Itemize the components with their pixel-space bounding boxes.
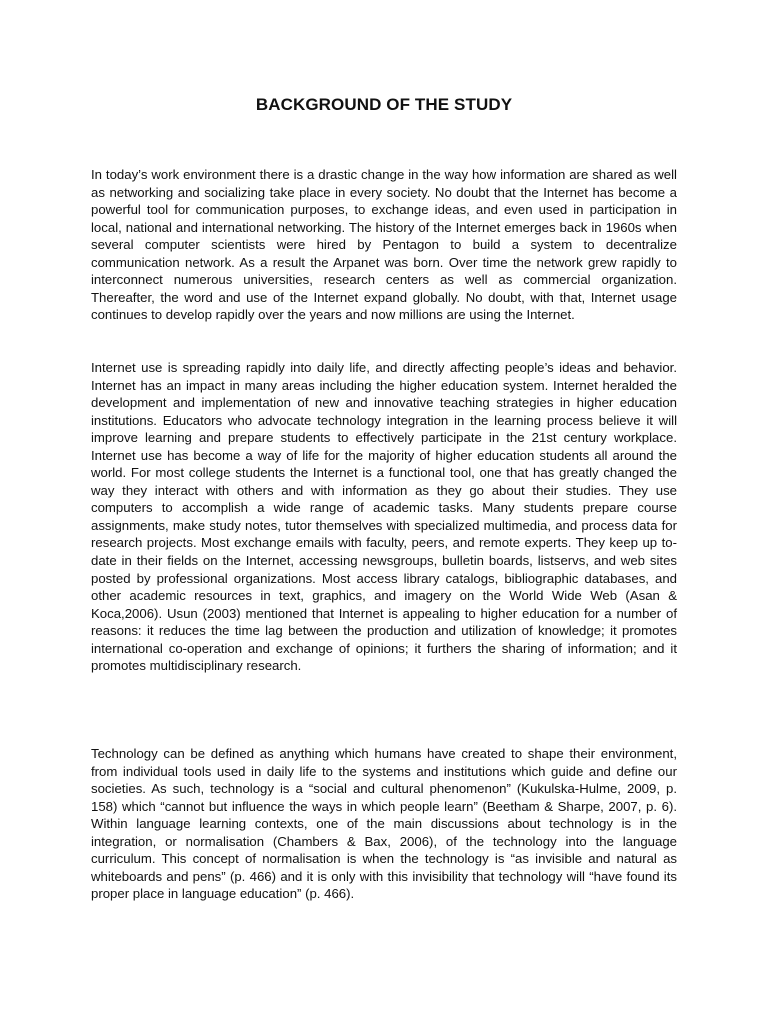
paragraph-internet-history: In today’s work environment there is a drastic change in the way how information are shared as well as networking and socializing take place in every society. No doubt that the Internet has become a powerful tool for communication purposes, to exchange ideas, and even used in participation in local, national and international networking. The history of the Internet emerges back in 1960s when several computer scientists were hired by Pentagon to build a system to decentralize communication network. As a result the Arpanet was born. Over time the network grew rapidly to interconnect numerous universities, research centers as well as commercial organization. Thereafter, the word and use of the Internet expand globally. No doubt, with that, Internet usage continues to develop rapidly over the years and now millions are using the Internet. — [91, 167, 677, 323]
document-title: BACKGROUND OF THE STUDY — [255, 95, 513, 114]
paragraph-internet-in-education: Internet use is spreading rapidly into daily life, and directly affecting people’s ideas and behavior. Internet has an impact in many areas including the higher education system. Internet heralded the development and implementation of new and innovative teaching strategies in higher education institutions. Educators who advocate technology integration in the learning process believe it will improve learning and prepare students to effectively participate in the 21st century workplace. Internet use has become a way of life for the majority of higher education students all around the world. For most college students the Internet is a functional tool, one that has greatly changed the way they interact with others and with information as they go about their studies. They use computers to accomplish a wide range of academic tasks. Many students prepare course assignments, make study notes, tutor themselves with specialized multimedia, and process data for research projects. Most exchange emails with faculty, peers, and remote experts. They keep up to-date in their fields on the Internet, accessing newsgroups, bulletin boards, listservs, and web sites posted by professional organizations. Most access library catalogs, bibliographic databases, and other academic resources in text, graphics, and imagery on the World Wide Web (Asan & Koca,2006). Usun (2003) mentioned that Internet is appealing to higher education for a number of reasons: it reduces the time lag between the production and utilization of knowledge; it promotes international co-operation and exchange of opinions; it furthers the sharing of information; and it promotes multidisciplinary research. — [91, 360, 677, 674]
paragraph-technology-definition: Technology can be defined as anything which humans have created to shape their environment, from individual tools used in daily life to the systems and institutions which guide and define our societies. As such, technology is a “social and cultural phenomenon” (Kukulska-Hulme, 2009, p. 158) which “cannot but influence the ways in which people learn” (Beetham & Sharpe, 2007, p. 6). Within language learning contexts, one of the main discussions about technology is in the integration, or normalisation (Chambers & Bax, 2006), of the technology into the language curriculum. This concept of normalisation is when the technology is “as invisible and natural as whiteboards and pens” (p. 466) and it is only with this invisibility that technology will “have found its proper place in language education” (p. 466). — [91, 746, 677, 902]
